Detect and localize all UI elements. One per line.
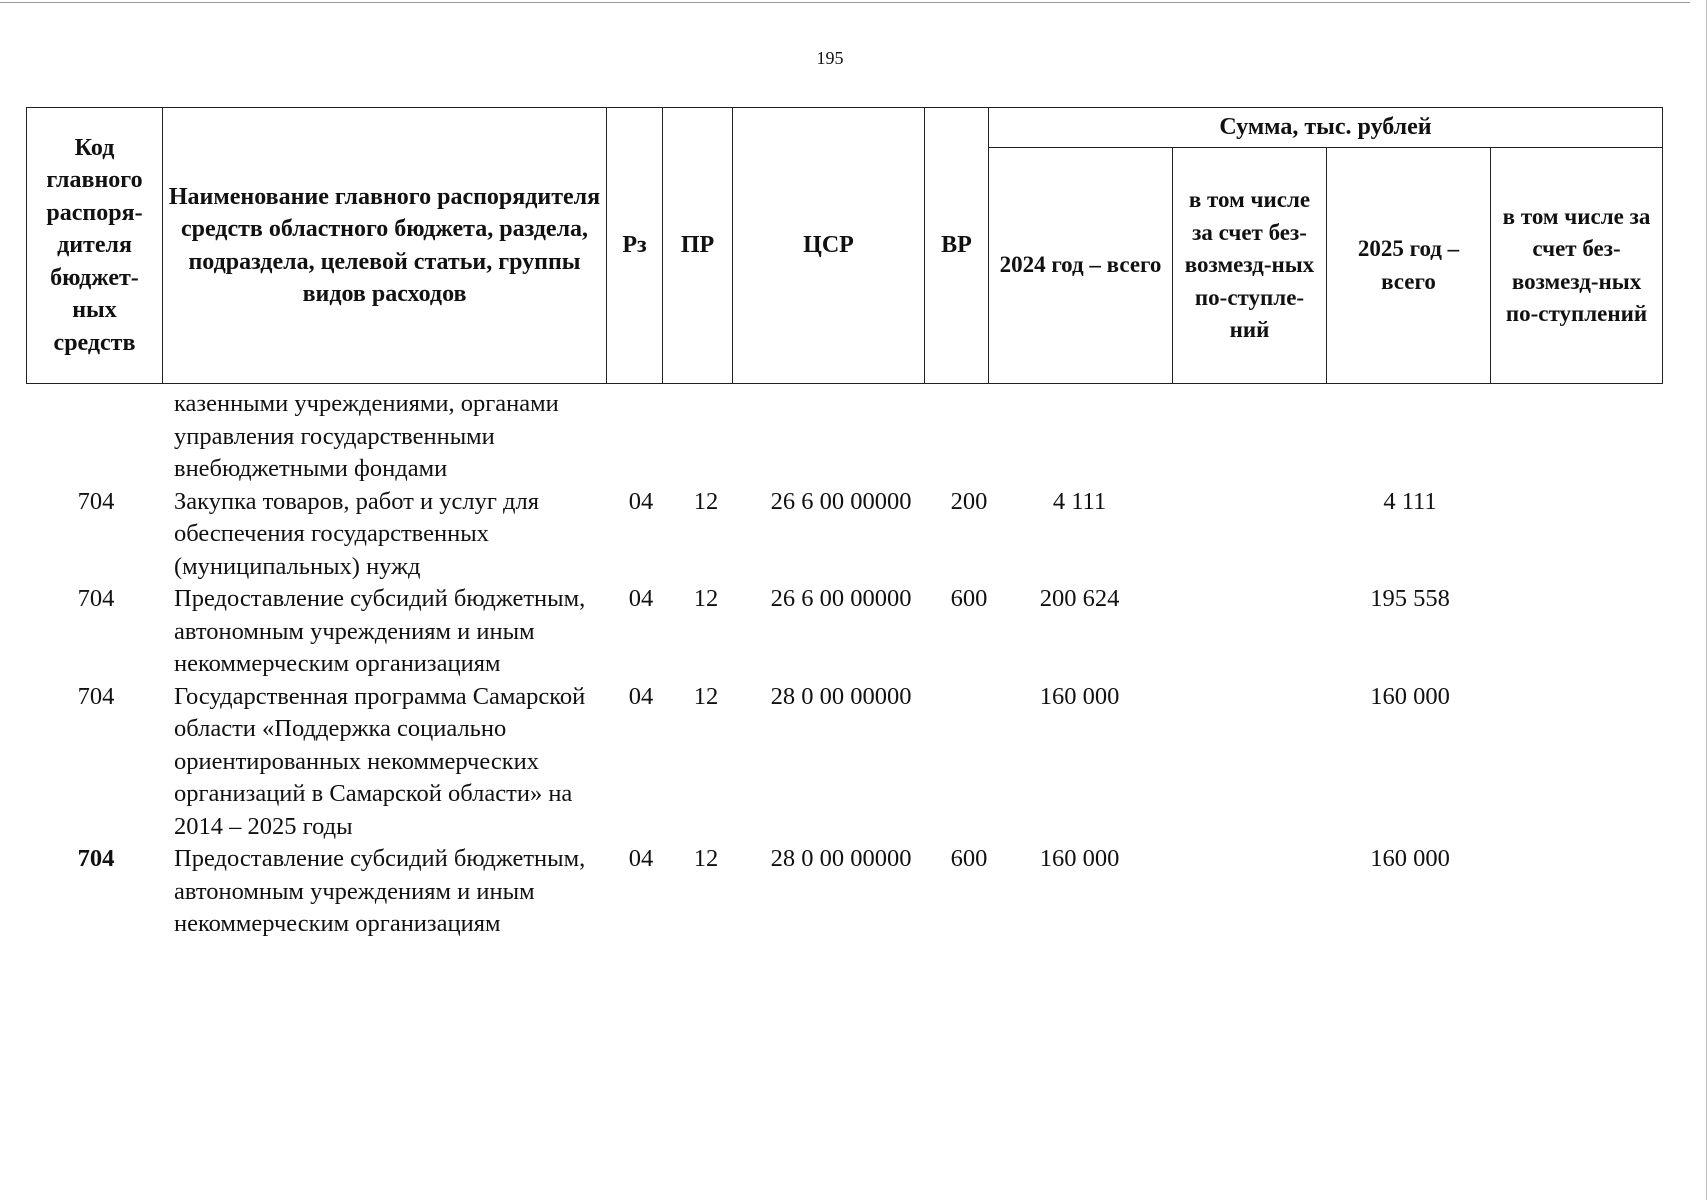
cell-sum-2025: 195 558 [1370, 585, 1450, 612]
table-row [26, 583, 1662, 681]
header-2024-free: в том числе за счет без-возмезд-ных по-ступле-ний [1173, 148, 1327, 384]
header-vr: ВР [925, 108, 989, 384]
cell-sum-2025: 160 000 [1370, 845, 1450, 872]
cell-code: 704 [77, 487, 115, 515]
cell-sum-2024: 160 000 [1039, 845, 1120, 872]
cell-csr: 28 0 00 00000 [770, 682, 912, 710]
cell-name: казенными учреждениями, органами управления государственными внебюджетными фондами [174, 390, 559, 482]
cell-vr: 200 [950, 487, 988, 515]
header-2025-total: 2025 год – всего [1327, 148, 1491, 384]
cell-code: 704 [77, 845, 115, 872]
cell-vr: 600 [950, 585, 988, 612]
header-pr: ПР [663, 108, 733, 384]
cell-name: Государственная программа Самарской области «Поддержка социально ориентированных некоммерческих организаций в Самарской области» на 2014 – 2025 годы [174, 682, 586, 840]
cell-sum-2025: 4 111 [1383, 487, 1437, 515]
cell-pr: 12 [693, 585, 719, 612]
cell-name: Предоставление субсидий бюджетным, автономным учреждениям и иным некоммерческим организациям [174, 585, 586, 677]
cell-pr: 12 [693, 682, 719, 710]
cell-sum-2024: 4 111 [1052, 487, 1107, 515]
cell-code: 704 [77, 682, 115, 710]
cell-name: Закупка товаров, работ и услуг для обеспечения государственных (муниципальных) нужд [174, 487, 539, 580]
header-sum: Сумма, тыс. рублей [989, 108, 1663, 148]
cell-code: 704 [77, 585, 115, 612]
table-row [26, 486, 1662, 584]
header-2024-total: 2024 год – всего [989, 148, 1173, 384]
cell-pr: 12 [693, 487, 719, 515]
cell-vr: 600 [950, 845, 988, 872]
table-header [26, 107, 1663, 384]
cell-sum-2024: 160 000 [1039, 682, 1120, 710]
table-row [26, 681, 1662, 844]
header-code: Код главного распоря-дителя бюджет-ных средств [27, 108, 163, 384]
cell-rz: 04 [628, 682, 654, 710]
cell-rz: 04 [628, 487, 654, 515]
header-csr: ЦСР [733, 108, 925, 384]
table-body [26, 388, 1662, 941]
cell-pr: 12 [693, 845, 719, 872]
cell-sum-2025: 160 000 [1370, 682, 1450, 710]
header-name: Наименование главного распорядителя средств областного бюджета, раздела, подраздела, целевой статьи, группы видов расходов [163, 108, 607, 384]
cell-rz: 04 [628, 845, 654, 872]
cell-csr: 28 0 00 00000 [770, 845, 912, 872]
top-border-line [0, 2, 1690, 3]
cell-rz: 04 [628, 585, 654, 612]
table-row [26, 388, 1662, 486]
cell-sum-2024: 200 624 [1039, 585, 1120, 612]
header-rz: Рз [607, 108, 663, 384]
header-2025-free: в том числе за счет без-возмезд-ных по-ступлений [1491, 148, 1663, 384]
cell-csr: 26 6 00 00000 [770, 487, 912, 515]
cell-name: Предоставление субсидий бюджетным, автономным учреждениям и иным некоммерческим организациям [174, 845, 586, 937]
cell-csr: 26 6 00 00000 [770, 585, 912, 612]
table-row [26, 843, 1662, 941]
page-number: 195 [816, 48, 844, 68]
